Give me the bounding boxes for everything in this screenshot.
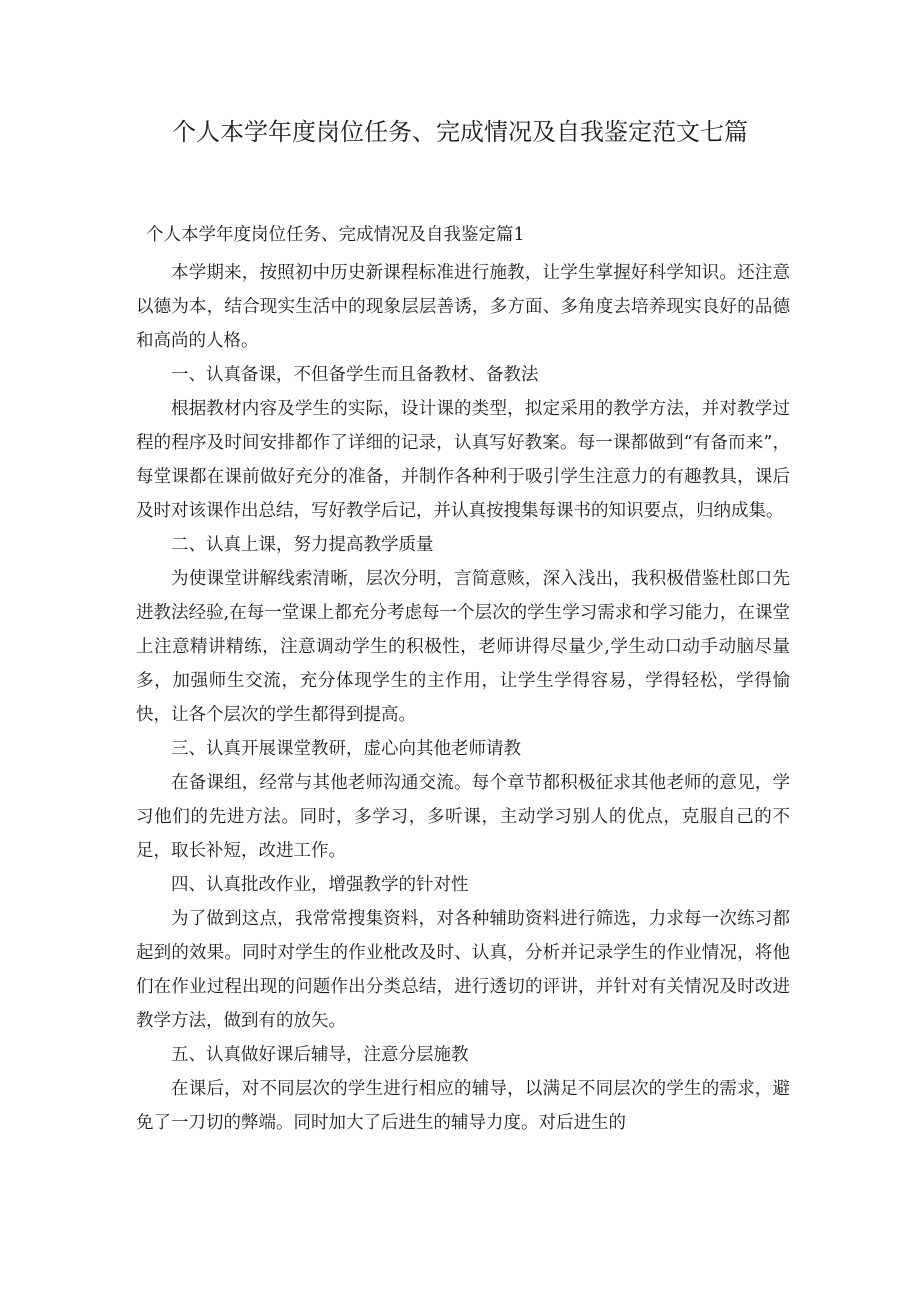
document-title: 个人本学年度岗位任务、完成情况及自我鉴定范文七篇 — [172, 118, 748, 146]
section-heading: 一、认真备课，不但备学生而且备教材、备教法 — [171, 365, 539, 385]
paragraph: 本学期来，按照初中历史新课程标准进行施教，让学生掌握好科学知识。还注意以德为本，结合现实生活中的现象层层善诱，多方面、多角度去培养现实良好的品德和高尚的人格。 — [136, 263, 790, 351]
paragraph: 在课后，对不同层次的学生进行相应的辅导，以满足不同层次的学生的需求，避免了一刀切的弊端。同时加大了后进生的辅导力度。对后进生的 — [136, 1079, 790, 1133]
section-heading: 五、认真做好课后辅导，注意分层施教 — [171, 1045, 469, 1065]
paragraph: 在备课组，经常与其他老师沟通交流。每个章节都积极征求其他老师的意见，学习他们的先进方法。同时，多学习，多听课，主动学习别人的优点，克服自己的不足，取长补短，改进工作。 — [136, 773, 790, 861]
paragraph: 根据教材内容及学生的实际，设计课的类型，拟定采用的教学方法，并对教学过程的程序及时间安排都作了详细的记录，认真写好教案。每一课都做到“有备而来”，每堂课都在课前做好充分的准备，并制作各种利于吸引学生注意力的有趣教具，课后及时对该课作出总结，写好教学后记，并认真按搜集每课书的知识要点，归纳成集。 — [136, 399, 790, 521]
section-heading: 三、认真开展课堂教研，虚心向其他老师请教 — [171, 739, 521, 759]
document-body — [136, 222, 790, 1140]
section-heading: 四、认真批改作业，增强教学的针对性 — [171, 875, 469, 895]
paragraph: 为使课堂讲解线索清晰，层次分明，言简意赅，深入浅出，我积极借鉴杜郎口先进教法经验,在每一堂课上都充分考虑每一个层次的学生学习需求和学习能力，在课堂上注意精讲精练，注意调动学生的积极性，老师讲得尽量少,学生动口动手动脑尽量多，加强师生交流，充分体现学生的主作用，让学生学得容易，学得轻松，学得愉快，让各个层次的学生都得到提高。 — [136, 569, 790, 725]
paragraph: 为了做到这点，我常常搜集资料，对各种辅助资料进行筛选，力求每一次练习都起到的效果。同时对学生的作业枇改及时、认真，分析并记录学生的作业情况，将他们在作业过程出现的问题作出分类总结，进行透切的评讲，并针对有关情况及时改进教学方法，做到有的放矢。 — [136, 909, 790, 1031]
section-subtitle: 个人本学年度岗位任务、完成情况及自我鉴定篇1 — [146, 225, 525, 245]
section-heading: 二、认真上课，努力提高教学质量 — [171, 535, 434, 555]
